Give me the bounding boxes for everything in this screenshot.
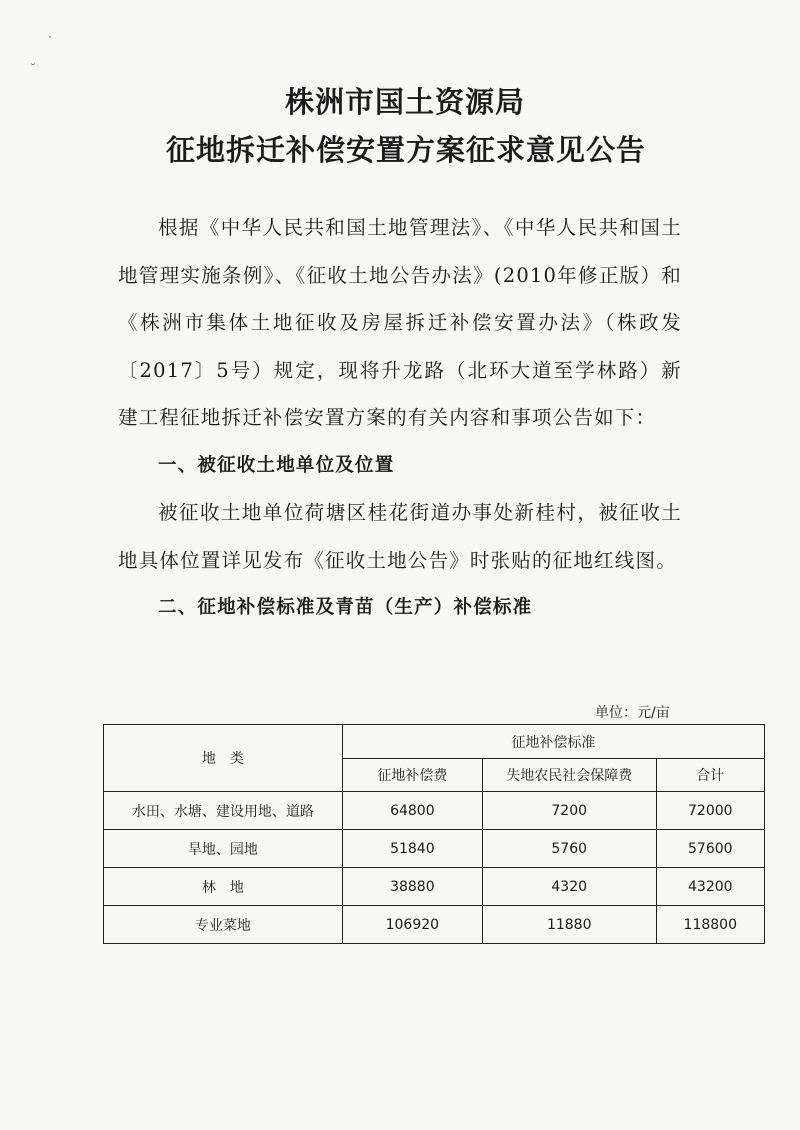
compensation-standard-header: 征地补偿标准 (342, 725, 764, 759)
cell-land-type: 林 地 (104, 868, 343, 906)
cell-land-type: 水田、水塘、建设用地、道路 (104, 792, 343, 830)
section2-heading: 二、征地补偿标准及青苗（生产）补偿标准 (158, 597, 533, 618)
cell-land-type: 旱地、园地 (104, 830, 343, 868)
notice-body (118, 204, 682, 632)
table-unit-label: 单位：元/亩 (595, 705, 670, 721)
land-type-header: 地 类 (104, 725, 343, 792)
cell-security: 7200 (482, 792, 656, 830)
cell-fee: 64800 (342, 792, 482, 830)
section1-heading: 一、被征收土地单位及位置 (158, 454, 395, 476)
cell-total: 118800 (656, 906, 764, 944)
table-row (104, 830, 765, 868)
compensation-table (103, 724, 765, 944)
col-header-security: 失地农民社会保障费 (482, 759, 656, 792)
col-header-fee: 征地补偿费 (342, 759, 482, 792)
notice-title: 征地拆迁补偿安置方案征求意见公告 (165, 133, 646, 167)
cell-fee: 106920 (342, 906, 482, 944)
scan-speck: · (48, 30, 52, 44)
section1-text: 被征收土地单位荷塘区桂花街道办事处新桂村，被征收土地具体位置详见发布《征收土地公告》时张贴的征地红线图。 (118, 501, 682, 572)
intro-paragraph: 根据《中华人民共和国土地管理法》、《中华人民共和国土地管理实施条例》、《征收土地公告办法》(2010年修正版）和《株洲市集体土地征收及房屋拆迁补偿安置办法》（株政发〔2017〕5号）规定，现将升龙路（北环大道至学林路）新建工程征地拆迁补偿安置方案的有关内容和事项公告如下： (118, 216, 682, 429)
scan-speck: ˘ (30, 62, 36, 76)
cell-land-type: 专业菜地 (104, 906, 343, 944)
cell-security: 11880 (482, 906, 656, 944)
cell-total: 57600 (656, 830, 764, 868)
table-row (104, 868, 765, 906)
col-header-total: 合计 (656, 759, 764, 792)
table-row (104, 906, 765, 944)
cell-fee: 51840 (342, 830, 482, 868)
cell-security: 5760 (482, 830, 656, 868)
cell-total: 43200 (656, 868, 764, 906)
table-row (104, 792, 765, 830)
cell-total: 72000 (656, 792, 764, 830)
cell-security: 4320 (482, 868, 656, 906)
issuer-title: 株洲市国土资源局 (284, 85, 525, 119)
cell-fee: 38880 (342, 868, 482, 906)
